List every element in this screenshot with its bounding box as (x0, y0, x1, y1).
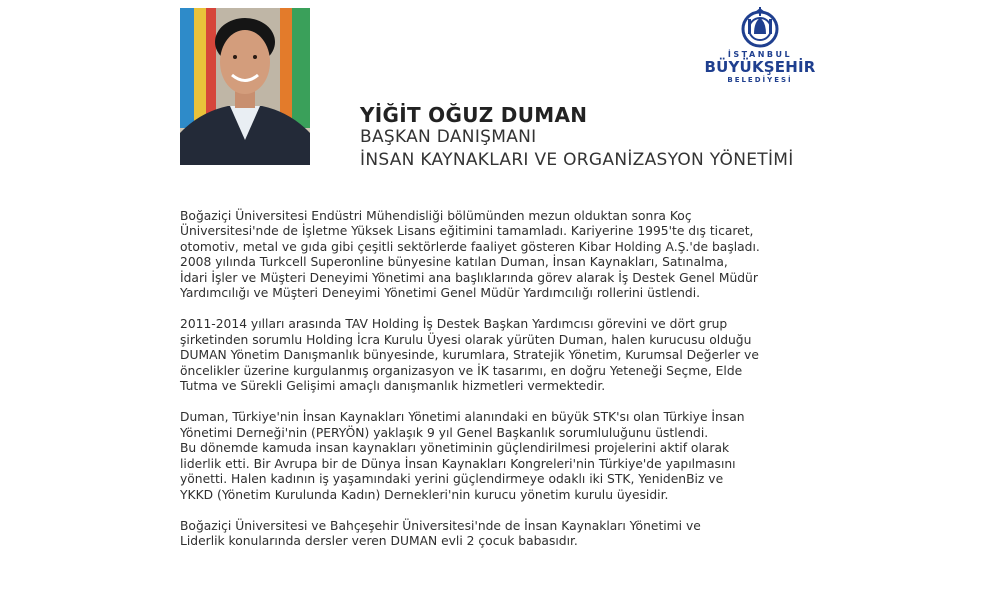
portrait-photo (180, 8, 310, 165)
bio-line: liderlik etti. Bir Avrupa bir de Dünya İnsan Kaynakları Kongreleri'nin Türkiye'de yapılmasını (180, 456, 736, 471)
bio-line: öncelikler üzerine kurgulanmış organizasyon ve İK tasarımı, en doğru Yeteneği Seçme, Elde (180, 363, 743, 378)
person-name: YİĞİT OĞUZ DUMAN (360, 103, 588, 127)
bio-line: Yönetimi Derneği'nin (PERYÖN) yaklaşık 9 yıl Genel Başkanlık sorumluluğunu üstlendi. (180, 425, 709, 440)
bio-line: 2008 yılında Turkcell Superonline bünyesine katılan Duman, İnsan Kaynakları, Satınalma, (180, 255, 728, 270)
biography (180, 209, 820, 566)
job-title: BAŞKAN DANIŞMANI (360, 127, 537, 147)
bio-line: Üniversitesi'nde de İşletme Yüksek Lisans eğitimini tamamladı. Kariyerine 1995'te dış ticaret, (180, 224, 754, 239)
bio-line: Bu dönemde kamuda insan kaynakları yönetiminin güçlendirilmesi projelerini aktif olarak (180, 441, 730, 456)
municipality-emblem-icon (740, 5, 780, 49)
bio-line: YKKD (Yönetim Kurulunda Kadın) Dernekleri'nin kurucu yönetim kurulu üyesidir. (180, 487, 669, 502)
bio-paragraph-4 (180, 519, 820, 550)
department-title: İNSAN KAYNAKLARI VE ORGANİZASYON YÖNETİMİ (360, 150, 794, 170)
bio-line: otomotiv, metal ve gıda gibi çeşitli sektörlerde faaliyet gösteren Kibar Holding A.Ş.'de başladı. (180, 239, 760, 254)
bio-line: Liderlik konularında dersler veren DUMAN evli 2 çocuk babasıdır. (180, 534, 578, 549)
istanbul-municipality-logo (700, 5, 820, 100)
bio-line: 2011-2014 yılları arasında TAV Holding İş Destek Başkan Yardımcısı görevini ve dört grup (180, 317, 728, 332)
bio-line: Boğaziçi Üniversitesi ve Bahçeşehir Üniversitesi'nde de İnsan Kaynakları Yönetimi ve (180, 518, 701, 533)
bio-line: İdari İşler ve Müşteri Deneyimi Yönetimi ana başlıklarında görev alarak İş Destek Genel Müdür (180, 270, 758, 285)
bio-line: Boğaziçi Üniversitesi Endüstri Mühendisliği bölümünden mezun olduktan sonra Koç (180, 209, 692, 223)
bio-paragraph-1 (180, 209, 820, 301)
bio-line: Tutma ve Sürekli Gelişimi amaçlı danışmanlık hizmetleri vermektedir. (180, 379, 606, 394)
bio-line: yönetti. Halen kadının iş yaşamındaki yerini güçlendirmeye odaklı iki STK, YenidenBiz ve (180, 472, 724, 487)
bio-paragraph-3 (180, 410, 820, 502)
logo-line-belediyesi: BELEDİYESİ (727, 76, 793, 84)
logo-line-buyuksehir: BÜYÜKŞEHİR (704, 58, 816, 76)
bio-line: şirketinden sorumlu Holding İcra Kurulu Üyesi olarak yürüten Duman, halen kurucusu olduğu (180, 332, 752, 347)
bio-line: DUMAN Yönetim Danışmanlık bünyesinde, kurumlara, Stratejik Yönetim, Kurumsal Değerler ve (180, 348, 759, 363)
bio-line: Yardımcılığı ve Müşteri Deneyimi Yönetimi Genel Müdür Yardımcılığı rollerini üstlendi. (180, 286, 701, 301)
logo-line-istanbul: İSTANBUL (727, 50, 793, 59)
bio-line: Duman, Türkiye'nin İnsan Kaynakları Yönetimi alanındaki en büyük STK'sı olan Türkiye İnsan (180, 410, 745, 425)
bio-paragraph-2 (180, 317, 820, 394)
